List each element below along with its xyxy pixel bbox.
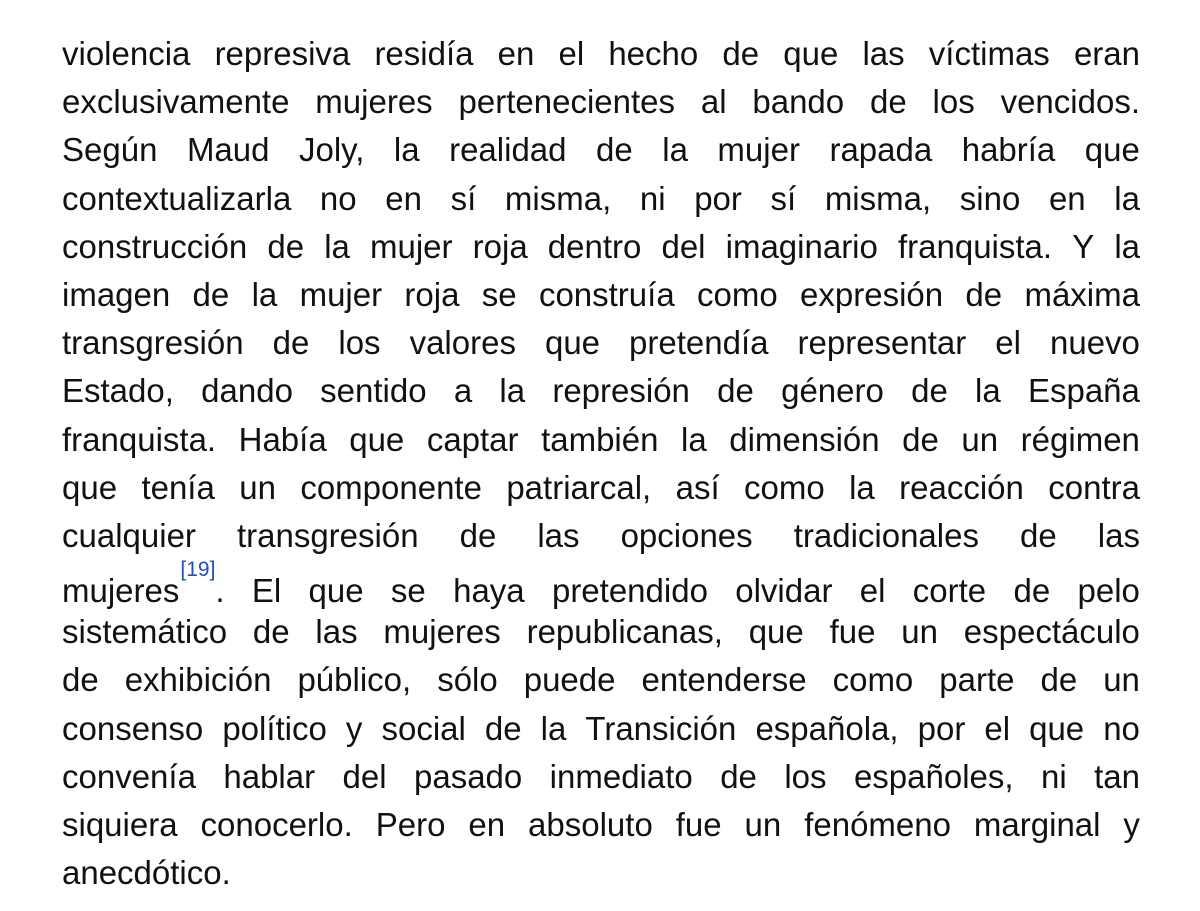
word: imaginario: [725, 227, 878, 265]
word: española,: [755, 709, 899, 747]
word: que: [308, 572, 364, 610]
word: hecho: [608, 35, 699, 72]
word: de: [62, 661, 99, 699]
word: consenso: [62, 709, 204, 747]
word: mujeres: [383, 613, 501, 651]
word: de: [272, 324, 310, 362]
word: víctimas: [928, 35, 1050, 72]
word: anecdótico.: [62, 854, 231, 892]
word: de: [965, 275, 1003, 313]
word: sí: [770, 179, 797, 217]
word: de: [596, 131, 633, 169]
word: vencidos.: [1000, 83, 1140, 121]
word: contra: [1048, 468, 1140, 506]
word: social: [381, 709, 466, 747]
word: que: [1029, 709, 1085, 747]
word: el: [984, 709, 1011, 747]
word: Maud: [186, 131, 270, 169]
word: represión: [552, 372, 690, 410]
word: valores: [409, 324, 516, 362]
word: la: [393, 131, 420, 169]
word: inmediato: [549, 757, 693, 795]
word: de: [1013, 572, 1051, 610]
word: tenía: [141, 468, 215, 506]
word: imagen: [62, 275, 171, 313]
word: transgresión: [62, 324, 244, 362]
text-line: [62, 126, 1140, 174]
text-line: [62, 849, 1140, 897]
word: por: [917, 709, 966, 747]
word: los: [784, 757, 827, 795]
word: político: [222, 709, 327, 747]
word: sistemático: [62, 613, 228, 651]
word: la: [1114, 227, 1140, 265]
word: los: [338, 324, 381, 362]
word: expresión: [800, 275, 944, 313]
word: como: [697, 275, 778, 313]
word: en: [1048, 179, 1086, 217]
word: el: [995, 324, 1021, 362]
word: no: [1103, 709, 1140, 747]
word: conocerlo.: [200, 806, 353, 843]
word: de: [192, 275, 230, 313]
word: sino: [959, 179, 1021, 217]
word: residía: [374, 35, 474, 72]
word: que: [748, 613, 804, 651]
word: género: [781, 372, 884, 410]
word: Joly,: [299, 131, 365, 169]
word: al: [700, 83, 727, 121]
word: también: [541, 420, 659, 458]
word: se: [390, 572, 426, 610]
word: exhibición: [124, 661, 272, 699]
word: construía: [538, 275, 675, 313]
word: dimensión: [729, 420, 880, 458]
word: a: [453, 372, 473, 410]
word: pretendía: [629, 324, 769, 362]
word: representar: [797, 324, 967, 362]
word: y: [345, 709, 363, 747]
word: un: [744, 806, 782, 843]
word: de: [484, 709, 522, 747]
word: sólo: [437, 661, 498, 699]
text-line: [62, 175, 1140, 223]
word: sí: [450, 179, 477, 217]
word: no: [319, 179, 357, 217]
word: máxima: [1024, 275, 1140, 313]
word: eran: [1073, 35, 1140, 72]
footnote-reference-link[interactable]: [19]: [180, 558, 216, 582]
text-line: [62, 801, 1140, 849]
word: Y: [1072, 227, 1095, 265]
word: construcción: [62, 227, 248, 265]
word: la: [540, 709, 567, 747]
word: las: [862, 35, 905, 72]
word: franquista.: [897, 227, 1053, 265]
word: corte: [912, 572, 987, 610]
word: violencia: [62, 35, 191, 72]
word: absoluto: [528, 806, 653, 843]
word: mujeres[19].: [62, 558, 225, 610]
word: España: [1027, 372, 1140, 410]
word: que: [1084, 131, 1140, 169]
word: haya: [453, 572, 525, 610]
word: reacción: [899, 468, 1024, 506]
word: que: [349, 420, 405, 458]
word: roja: [404, 275, 460, 313]
word: se: [481, 275, 517, 313]
word: olvidar: [735, 572, 833, 610]
text-line: [62, 416, 1140, 464]
word: Según: [62, 131, 158, 169]
word: público,: [297, 661, 412, 699]
word: la: [324, 227, 350, 265]
word: fue: [675, 806, 722, 843]
word: hablar: [223, 757, 316, 795]
word: las: [315, 613, 358, 651]
text-line: [62, 512, 1140, 560]
word: tan: [1094, 757, 1140, 795]
word: pelo: [1077, 572, 1140, 610]
word: Transición: [585, 709, 737, 747]
word: en: [385, 179, 422, 217]
word: nuevo: [1050, 324, 1140, 362]
word: sentido: [320, 372, 427, 410]
text-line: [62, 464, 1140, 512]
document-paragraph: [62, 30, 1140, 897]
word: un: [961, 420, 999, 458]
word: opciones: [620, 516, 753, 554]
word: captar: [426, 420, 519, 458]
word: de: [902, 420, 939, 458]
word: la: [681, 420, 707, 458]
word: tradicionales: [793, 516, 979, 554]
word: la: [849, 468, 875, 506]
word: las: [537, 516, 580, 554]
word: siquiera: [62, 806, 178, 843]
word: parte: [939, 661, 1015, 699]
text-line: [62, 319, 1140, 367]
word: dentro: [547, 227, 642, 265]
word: así: [675, 468, 720, 506]
word: la: [975, 372, 1001, 410]
text-line: [62, 656, 1140, 704]
word: de: [1040, 661, 1078, 699]
text-line: [62, 78, 1140, 126]
word: espectáculo: [963, 613, 1140, 651]
word: dando: [201, 372, 293, 410]
word: ni: [1040, 757, 1067, 795]
word: misma,: [504, 179, 612, 217]
word: habría: [961, 131, 1056, 169]
word: mujer: [299, 275, 383, 313]
text-line: [62, 753, 1140, 801]
text-line: [62, 608, 1140, 656]
word: la: [499, 372, 526, 410]
word: fenómeno: [804, 806, 951, 843]
word: del: [661, 227, 706, 265]
word: republicanas,: [526, 613, 723, 651]
word: pasado: [413, 757, 523, 795]
text-line: [62, 30, 1140, 78]
text-line: [62, 705, 1140, 753]
word: el: [558, 35, 585, 72]
text-line: [62, 271, 1140, 319]
word: mujeres: [315, 83, 433, 121]
word: régimen: [1020, 420, 1140, 458]
word: que: [62, 468, 118, 506]
word: pertenecientes: [458, 83, 675, 121]
word: un: [901, 613, 938, 651]
word: componente: [300, 468, 482, 506]
word: mujer: [370, 227, 453, 265]
word: de: [1020, 516, 1057, 554]
word: un: [239, 468, 276, 506]
word: cualquier: [62, 516, 196, 554]
word: mujer: [717, 131, 800, 169]
word: de: [252, 613, 290, 651]
word: por: [694, 179, 742, 217]
word: de: [267, 227, 305, 265]
word: las: [1097, 516, 1140, 554]
word: de: [720, 757, 757, 795]
word: la: [662, 131, 688, 169]
word: transgresión: [236, 516, 419, 554]
word: franquista.: [62, 420, 217, 458]
word: El: [251, 572, 282, 610]
word: roja: [472, 227, 528, 265]
word: que: [544, 324, 601, 362]
text-line: [62, 223, 1140, 271]
word: de: [459, 516, 497, 554]
word: como: [744, 468, 825, 506]
word: bando: [752, 83, 845, 121]
word: misma,: [824, 179, 932, 217]
word: la: [251, 275, 278, 313]
word: Pero: [375, 806, 446, 843]
word: de: [717, 372, 754, 410]
word: pretendido: [551, 572, 708, 610]
word: el: [859, 572, 886, 610]
word: patriarcal,: [506, 468, 652, 506]
word: en: [497, 35, 535, 72]
word: Había: [238, 420, 327, 458]
word: ni: [639, 179, 666, 217]
word: realidad: [449, 131, 567, 169]
word: y: [1123, 806, 1140, 843]
word: de: [911, 372, 948, 410]
word: de: [722, 35, 760, 72]
word: la: [1114, 179, 1140, 217]
word: en: [468, 806, 506, 843]
word: de: [869, 83, 907, 121]
word: marginal: [973, 806, 1101, 843]
word: represiva: [214, 35, 351, 72]
word: exclusivamente: [62, 83, 290, 121]
text-line: [62, 560, 1140, 608]
word: un: [1103, 661, 1140, 699]
word: contextualizarla: [62, 179, 292, 217]
word: convenía: [62, 757, 196, 795]
word: del: [342, 757, 387, 795]
word: rapada: [829, 131, 933, 169]
word: los: [932, 83, 975, 121]
word: entenderse: [641, 661, 807, 699]
text-line: [62, 367, 1140, 415]
word: que: [783, 35, 839, 72]
word: Estado,: [62, 372, 174, 410]
word: españoles,: [853, 757, 1014, 795]
word: puede: [523, 661, 616, 699]
word: como: [832, 661, 914, 699]
word: fue: [829, 613, 876, 651]
